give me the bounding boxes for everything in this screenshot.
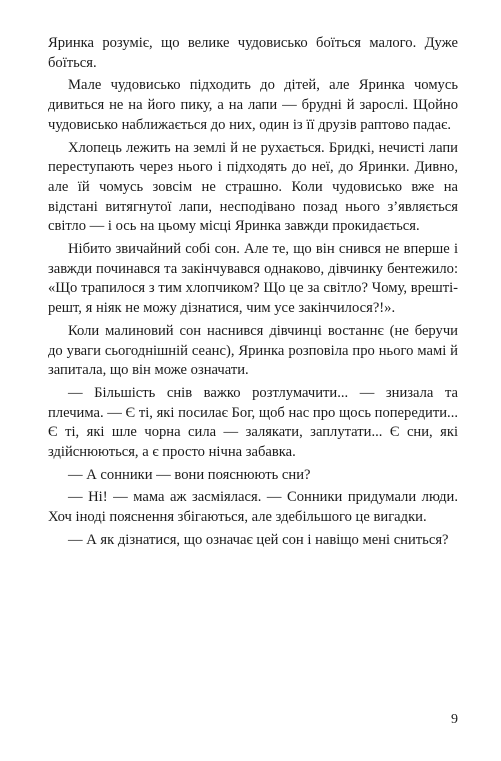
- page-number: 9: [451, 712, 458, 727]
- paragraph: Мале чудовисько підходить до дітей, але Яринка чомусь дивиться не на його пику, а на лапи — брудні й зарослі. Щойно чудовисько наближається до них, один із її друзів раптово падає.: [48, 77, 458, 133]
- dialogue-paragraph: — А сонники — вони пояснюють сни?: [68, 466, 311, 483]
- dialogue-paragraph: — Більшість снів важко розтлумачити... — знизала та плечима. — Є ті, які посилає Бог, щоб нас про щось попередити... Є ті, які шле чорна сила — залякати, заплутати... Є сни, які здійснюються, а є просто нічна забавка.: [48, 384, 458, 461]
- paragraph: Коли малиновий сон наснився дівчинці востаннє (не беручи до уваги сьогоднішній сеанс), Яринка розповіла про нього мамі й запитала, що він може означати.: [48, 322, 458, 379]
- dialogue-paragraph: — А як дізнатися, що означає цей сон і навіщо мені сниться?: [68, 531, 449, 548]
- paragraph: Хлопець лежить на землі й не рухається. Бридкі, нечисті лапи переступають через нього і підходять до неї, до Яринки. Дивно, але їй чомусь зовсім не страшно. Коли чудовисько вже на відстані витягнутої лапи, несподівано позад нього з’являється світло — і ось на цьому місці Яринка завжди прокидається.: [48, 139, 458, 235]
- dialogue-paragraph: — Ні! — мама аж засміялася. — Сонники придумали люди. Хоч іноді пояснення збігаються, але здебільшого це вигадки.: [48, 489, 458, 526]
- paragraph: Нібито звичайний собі сон. Але те, що він снився не вперше і завжди починався та закінчувався однаково, дівчинку бентежило: «Що трапилося з тим хлопчиком? Що це за світло? Чому, врешті-решт, я ніяк не можу дізнатися, чим усе закінчилося?!».: [48, 241, 458, 317]
- body-text: [48, 34, 458, 554]
- paragraph: Яринка розуміє, що велике чудовисько боїться малого. Дуже боїться.: [48, 35, 458, 71]
